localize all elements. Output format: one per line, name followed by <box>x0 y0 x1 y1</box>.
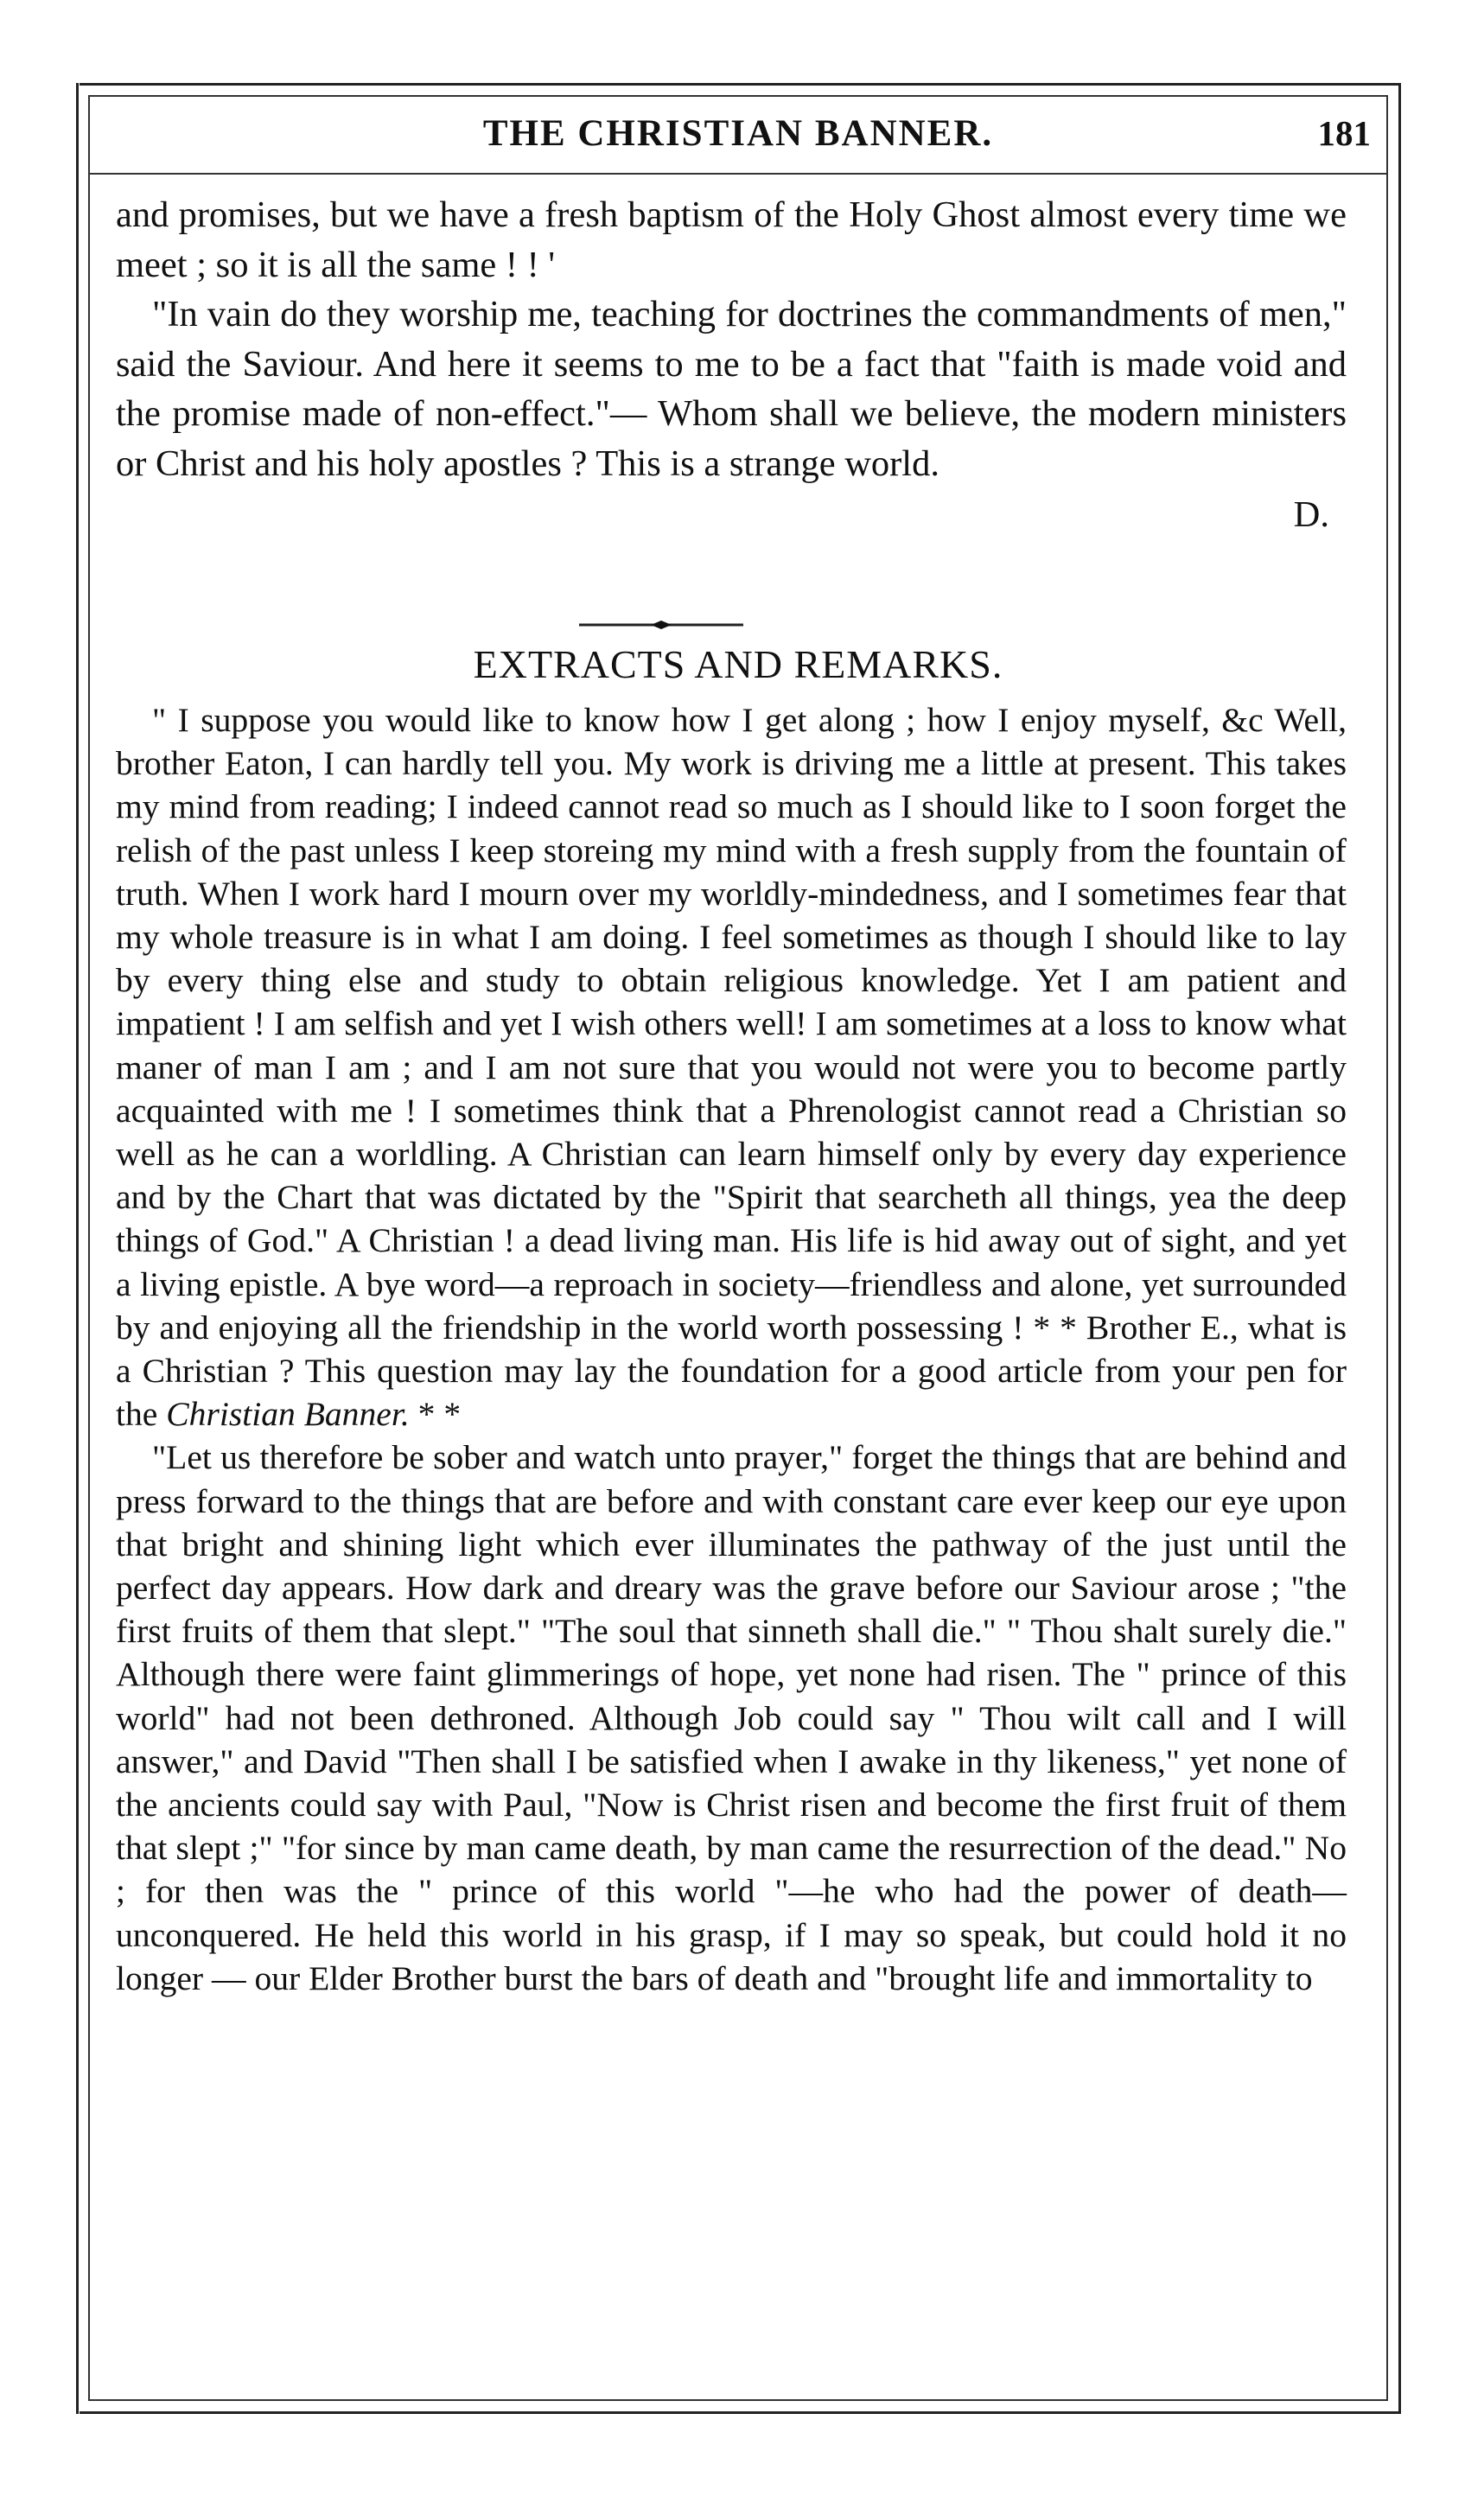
asterisks: * * <box>417 1395 462 1434</box>
bottom-inner-rule <box>90 2399 1386 2401</box>
extracts-body <box>116 698 1347 2000</box>
periodical-title: Christian Banner. <box>166 1395 410 1434</box>
letter-paragraph: "In vain do they worship me, teaching for doctrines the commandments of men," said the Saviour. And here it seems to me to be a fact that "faith is made void and the promise made of non-effect."— Whom shall we believe, the modern ministers or Christ and his holy apostles ? This is a strange world. <box>116 294 1347 484</box>
letter-end <box>116 190 1347 540</box>
bottom-outer-rule <box>80 2411 1400 2414</box>
extract-text: " I suppose you would like to know how I get along ; how I enjoy myself, &c Well, brother Eaton, I can hardly tell you. My work is driving me a little at present. This takes my mind from reading; I indeed cannot read so much as I should like to I soon forget the relish of the past unless I keep storeing my mind with a fresh supply from the fountain of truth. When I work hard I mourn over my worldly-mindedness, and I sometimes fear that my whole treasure is in what I am doing. I feel sometimes as though I should like to lay by every thing else and study to obtain religious knowledge. Yet I am patient and impatient ! I am selfish and yet I wish others well! I am sometimes at a loss to know what maner of man I am ; and I am not sure that you would not were you to become partly acquainted with me ! I sometimes think that a Phrenologist cannot read a Christian so well as he can a worldling. A Christian can learn himself only by every day experience and by the Chart that was dictated by the "Spirit that searcheth all things, yea the deep things of God." A Christian ! a dead living man. His life is hid away out of sight, and yet a living epistle. A bye word—a reproach in society—friendless and alone, yet surrounded by and enjoying all the friendship in the world worth possessing ! * * Brother E., what is a Christian ? This question may lay the foundation for a good article from your pen for the <box>116 701 1347 1434</box>
right-inner-rule <box>1386 95 1388 2401</box>
section-heading: EXTRACTS AND REMARKS. <box>473 642 1003 686</box>
running-title: THE CHRISTIAN BANNER. <box>482 113 994 154</box>
running-head <box>90 100 1386 169</box>
header-rule <box>90 173 1386 175</box>
extract-paragraph: "Let us therefore be sober and watch unto prayer," forget the things that are behind and press forward to the things that are before and with constant care ever keep our eye upon that bright and shining light which ever illuminates the pathway of the just until the perfect day appears. How dark and dreary was the grave before our Saviour arose ; "the first fruits of them that slept." "The soul that sinneth shall die." " Thou shalt surely die." Although there were faint glimmerings of hope, yet none had risen. The " prince of this world" had not been dethroned. Although Job could say " Thou wilt call and I will answer," and David "Then shall I be satisfied when I awake in thy likeness," yet none of the ancients could say with Paul, "Now is Christ risen and become the first fruit of them that slept ;" "for since by man came death, by man came the resurrection of the dead." No ; for then was the " prince of this world "—he who had the power of death—unconquered. He held this world in his grasp, if I may so speak, but could hold it no longer — our Elder Brother burst the bars of death and "brought life and immortality to <box>116 1438 1347 1997</box>
right-outer-rule <box>1398 83 1401 2414</box>
page-number: 181 <box>1317 113 1371 153</box>
top-inner-rule <box>90 95 1386 97</box>
left-inner-rule <box>88 95 90 2401</box>
left-outer-rule <box>76 83 79 2414</box>
section-divider <box>579 619 743 631</box>
signature: D. <box>1293 494 1329 535</box>
extract-paragraph <box>116 698 1347 1436</box>
top-outer-rule <box>80 83 1400 86</box>
letter-paragraph: and promises, but we have a fresh baptism of the Holy Ghost almost every time we meet ; so it is all the same ! ! ' <box>116 194 1347 285</box>
